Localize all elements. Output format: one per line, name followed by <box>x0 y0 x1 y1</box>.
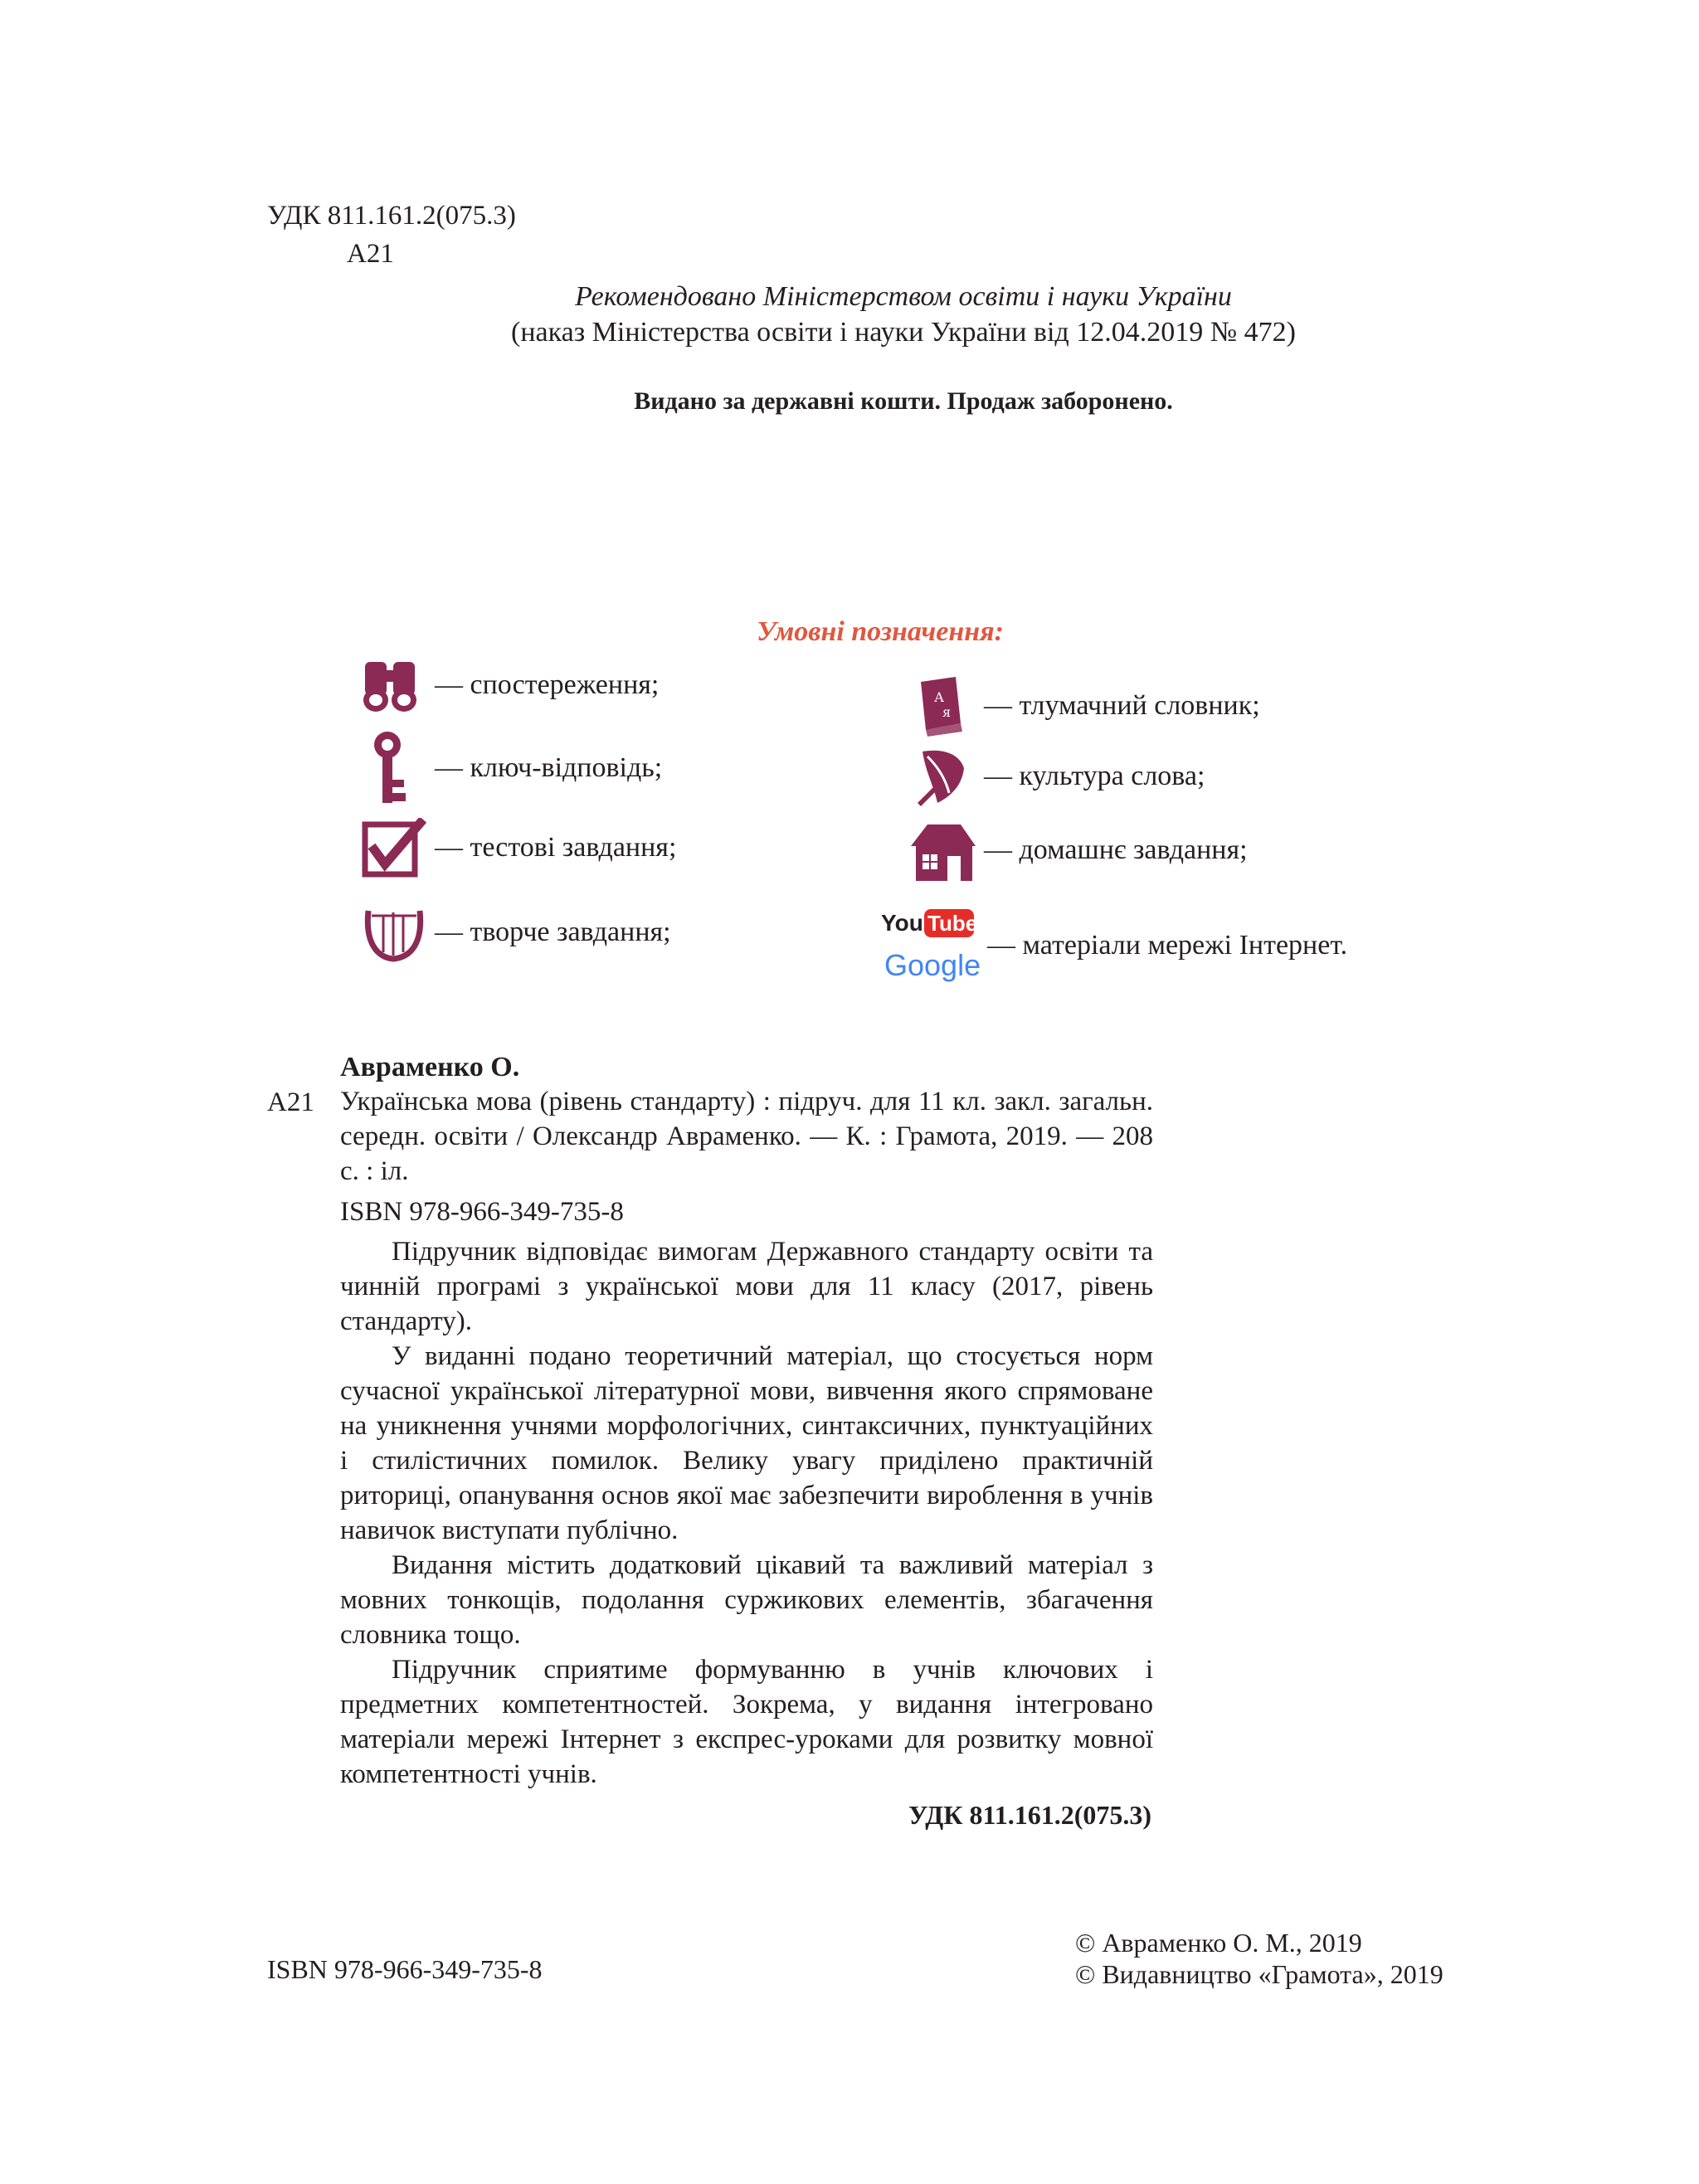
copyright-author: © Авраменко О. М., 2019 <box>1075 1928 1362 1958</box>
author-code: А21 <box>267 1087 314 1117</box>
legend-item-dictionary <box>909 674 1260 738</box>
svg-text:You: You <box>881 910 923 936</box>
legend-label: — спостереження; <box>435 669 660 700</box>
legend-label: — творче завдання; <box>435 917 671 947</box>
free-distribution-notice: Видано за державні кошти. Продаж заборонено. <box>634 387 1173 415</box>
legend-label: — культура слова; <box>984 761 1205 791</box>
abstract-paragraph: Видання містить додатковий цікавий та важливий матеріал з мовних тонкощів, подолання суржикових елементів, збагачення словника тощо. <box>340 1550 1153 1650</box>
ministry-recommendation: Рекомендовано Міністерством освіти і науки України <box>575 281 1232 312</box>
copyright-publisher: © Видавництво «Грамота», 2019 <box>1075 1959 1443 1989</box>
lyre-icon <box>360 901 428 964</box>
udk-footer: УДК 811.161.2(075.3) <box>908 1800 1151 1830</box>
legend-item-tests <box>360 818 676 878</box>
legend-title: Умовні позначення: <box>757 616 1004 647</box>
svg-text:Tube: Tube <box>927 911 978 936</box>
legend-label: — матеріали мережі Інтернет. <box>987 930 1348 961</box>
legend-item-speech-culture <box>909 745 1205 808</box>
abstract-paragraph: Підручник відповідає вимогам Державного стандарту освіти та чинній програмі з української мови для 11 класу (2017, рівень стандарту). <box>340 1237 1153 1336</box>
youtube-google-icon <box>879 904 987 987</box>
binoculars-icon <box>360 655 428 715</box>
author-code-header: А21 <box>347 239 394 269</box>
quill-icon <box>909 745 977 808</box>
dictionary-icon <box>909 674 977 738</box>
author-name: Авраменко О. <box>340 1052 520 1082</box>
legend-item-observation <box>360 655 659 715</box>
abstract-paragraph: Підручник сприятиме формуванню в учнів ключових і предметних компетентностей. Зокрема, у видання інтегровано матеріали мережі Інтернет з експрес-уроками для розвитку мовної компетентності учнів. <box>340 1655 1153 1789</box>
udk-header: УДК 811.161.2(075.3) <box>267 201 516 231</box>
bibliographic-description: Українська мова (рівень стандарту) : підруч. для 11 кл. закл. загальн. середн. освіти / Олександр Авраменко. — К. : Грамота, 2019. — 208 с. : іл. <box>340 1087 1153 1186</box>
svg-text:А: А <box>934 689 945 705</box>
checkbox-icon <box>360 818 428 878</box>
legend-item-homework <box>909 818 1248 883</box>
legend-item-internet <box>879 904 1347 987</box>
legend-item-answer-key <box>360 730 662 806</box>
legend-label: — тлумачний словник; <box>984 690 1260 721</box>
legend-label: — ключ-відповідь; <box>435 752 663 783</box>
house-icon <box>909 818 977 883</box>
ministry-order: (наказ Міністерства освіти і науки України від 12.04.2019 № 472) <box>511 317 1296 348</box>
svg-text:Google: Google <box>884 948 981 982</box>
abstract <box>340 1234 1153 1792</box>
legend-item-creative <box>360 901 671 964</box>
abstract-paragraph: У виданні подано теоретичний матеріал, що стосується норм сучасної української літературної мови, вивчення якого спрямоване на уникнення учнями морфологічних, синтаксичних, пунктуаційних і стилістичних помилок. Велику увагу приділено практичній риториці, опанування основ якої має забезпечити вироблення в учнів навичок виступати публічно. <box>340 1341 1153 1545</box>
key-icon <box>360 730 428 806</box>
svg-text:я: я <box>942 704 952 720</box>
legend-label: — тестові завдання; <box>435 832 677 863</box>
isbn: ISBN 978-966-349-735-8 <box>340 1197 624 1227</box>
legend-label: — домашнє завдання; <box>984 834 1248 865</box>
footer-isbn: ISBN 978-966-349-735-8 <box>267 1954 543 1984</box>
